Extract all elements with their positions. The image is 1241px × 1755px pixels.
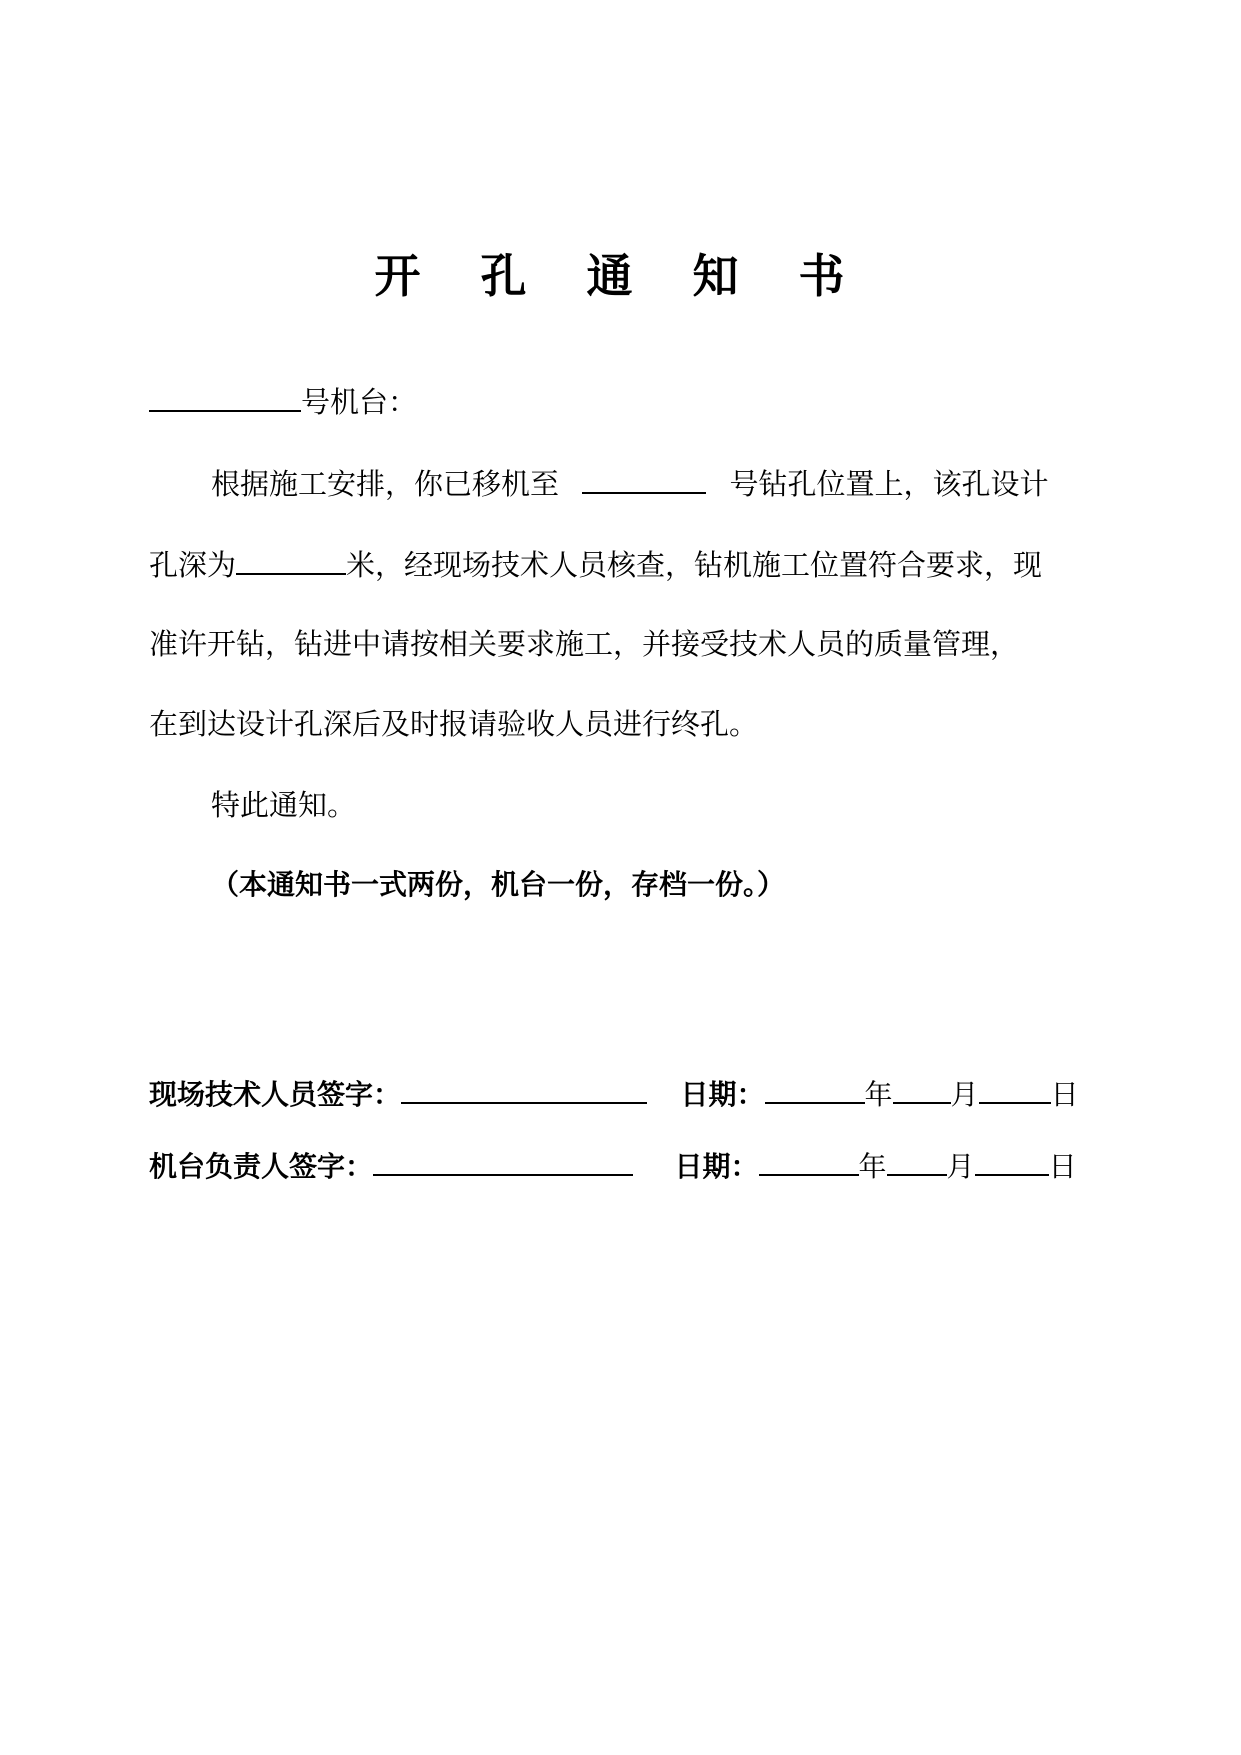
para1-text-1: 根据施工安排，你已移机至	[211, 467, 560, 501]
paragraph-line-2	[149, 543, 1042, 585]
paragraph-line-4: 在到达设计孔深后及时报请验收人员进行终孔。	[149, 707, 759, 741]
machine-lead-month-label: 月	[946, 1150, 975, 1183]
copies-note: （本通知书一式两份，机台一份，存档一份。）	[211, 868, 786, 901]
machine-lead-year-label: 年	[858, 1150, 887, 1183]
machine-lead-year-blank[interactable]	[759, 1144, 859, 1176]
technician-month-blank[interactable]	[893, 1072, 951, 1104]
technician-day-blank[interactable]	[979, 1072, 1051, 1104]
technician-signature-label: 现场技术人员签字：	[149, 1078, 402, 1111]
signature-row-technician	[149, 1072, 1079, 1115]
machine-lead-signature-blank[interactable]	[373, 1144, 633, 1176]
technician-year-label: 年	[864, 1078, 893, 1111]
depth-blank[interactable]	[236, 543, 346, 575]
paragraph-line-1	[211, 462, 1048, 504]
signature-row-machine-lead	[149, 1144, 1077, 1187]
machine-lead-signature-label: 机台负责人签字：	[149, 1150, 374, 1183]
addressee-line	[149, 380, 417, 422]
document-title: 开 孔 通 知 书	[374, 249, 867, 303]
technician-year-blank[interactable]	[765, 1072, 865, 1104]
paragraph-line-3: 准许开钻，钻进中请按相关要求施工，并接受技术人员的质量管理，	[149, 627, 1020, 661]
closing-text: 特此通知。	[211, 788, 357, 822]
borehole-number-blank[interactable]	[582, 462, 706, 494]
addressee-suffix: 号机台：	[301, 385, 418, 419]
machine-lead-day-blank[interactable]	[975, 1144, 1049, 1176]
technician-day-label: 日	[1050, 1078, 1079, 1111]
technician-signature-blank[interactable]	[401, 1072, 647, 1104]
machine-number-blank[interactable]	[149, 380, 301, 412]
machine-lead-day-label: 日	[1048, 1150, 1077, 1183]
technician-month-label: 月	[950, 1078, 979, 1111]
para1-text-2: 号钻孔位置上，该孔设计	[729, 467, 1049, 501]
machine-lead-date-label: 日期：	[674, 1150, 759, 1183]
technician-date-label: 日期：	[680, 1078, 765, 1111]
machine-lead-month-blank[interactable]	[887, 1144, 947, 1176]
para2-text-1: 孔深为	[149, 548, 237, 582]
para2-text-2: 米，经现场技术人员核查，钻机施工位置符合要求，现	[346, 548, 1043, 582]
